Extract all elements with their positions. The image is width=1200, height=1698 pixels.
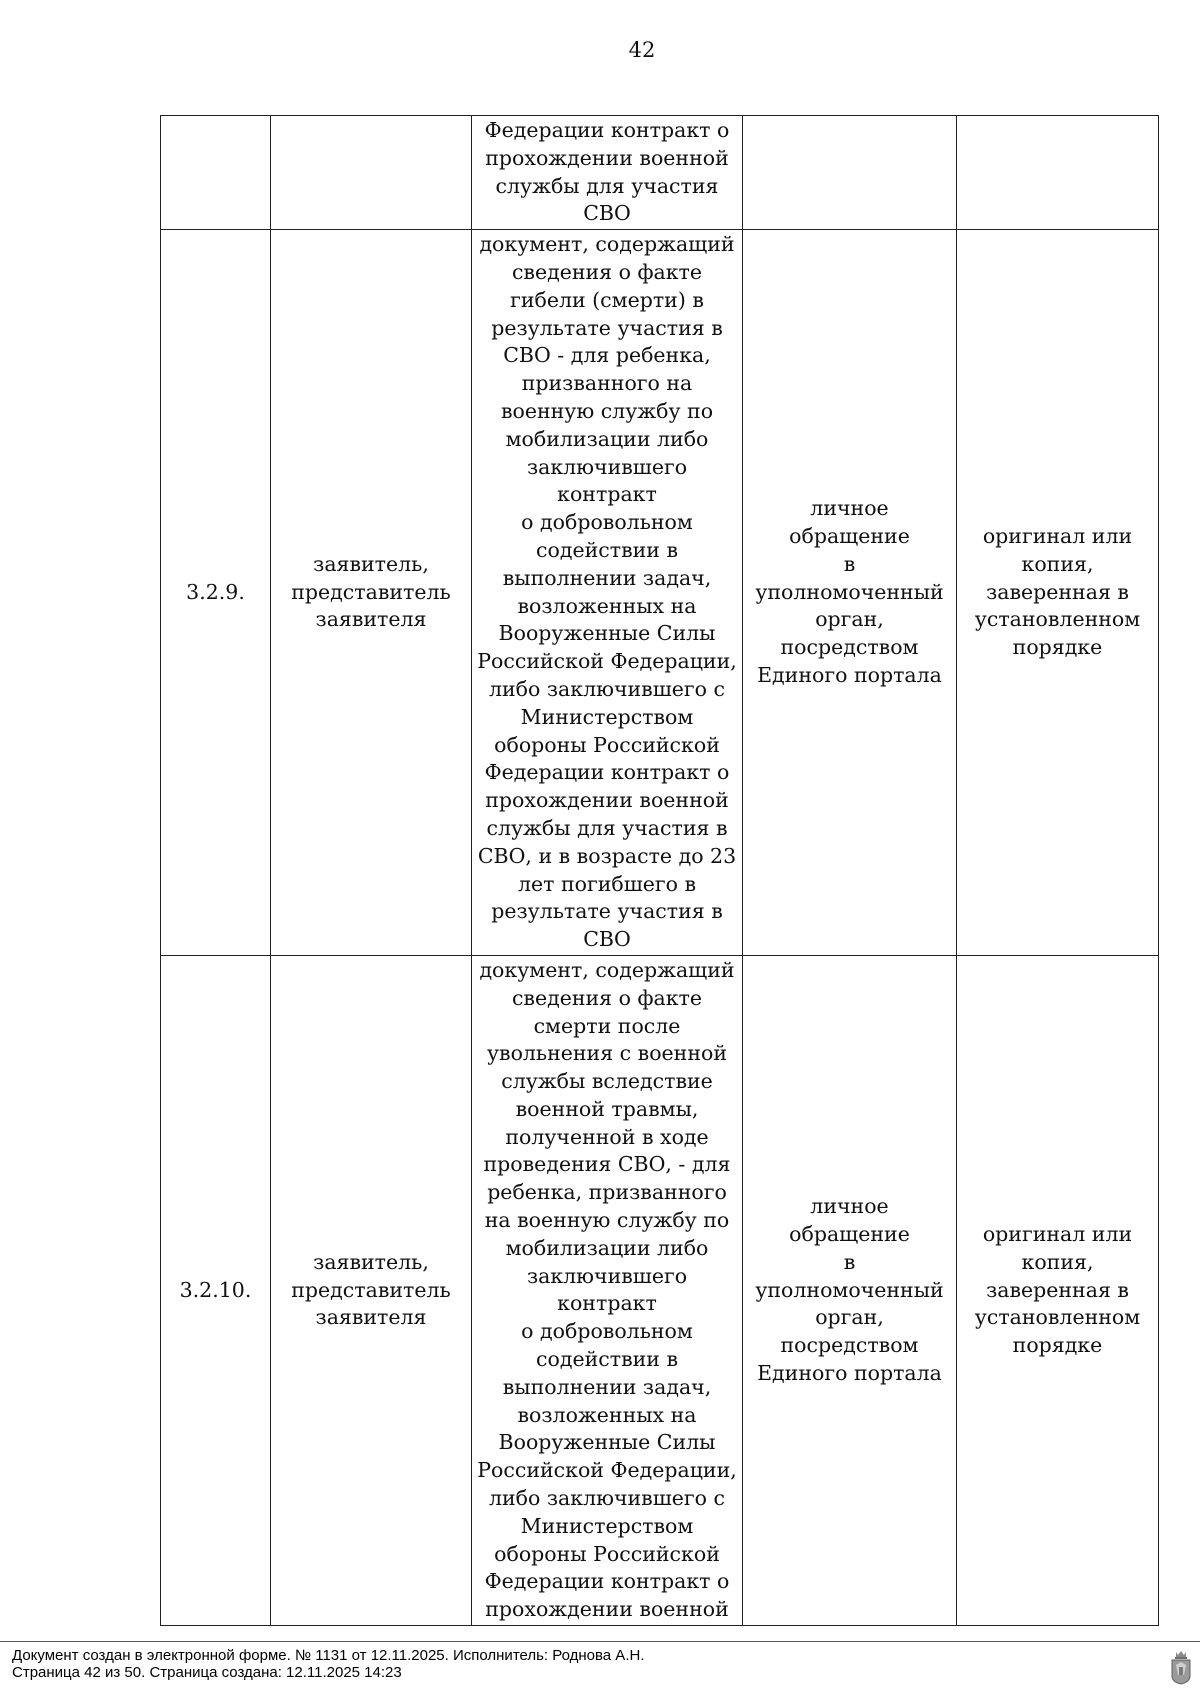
- page-number: 42: [628, 38, 656, 62]
- document-cell: Федерации контракт о прохождении военной службы для участия СВО: [472, 116, 743, 230]
- row-number-cell: 3.2.10.: [161, 955, 271, 1625]
- table-row: [161, 230, 1159, 956]
- submission-method-cell: личное обращение в уполномоченный орган, посредством Единого портала: [743, 230, 957, 956]
- documents-table: [160, 115, 1159, 1626]
- row-number-cell: 3.2.9.: [161, 230, 271, 956]
- footer-divider: [0, 1641, 1200, 1642]
- coat-of-arms-icon: [1170, 1649, 1192, 1685]
- applicant-cell: [271, 116, 472, 230]
- footer-line-document-info: Документ создан в электронной форме. № 1131 от 12.11.2025. Исполнитель: Роднова А.Н.: [12, 1647, 645, 1664]
- document-footer: [12, 1647, 644, 1681]
- document-form-cell: оригинал или копия, заверенная в установленном порядке: [957, 955, 1159, 1625]
- applicant-cell: заявитель, представитель заявителя: [271, 230, 472, 956]
- table-row: [161, 955, 1159, 1625]
- submission-method-cell: личное обращение в уполномоченный орган, посредством Единого портала: [743, 955, 957, 1625]
- document-cell: документ, содержащий сведения о факте гибели (смерти) в результате участия в СВО - для ребенка, призванного на военную службу по мобилизации либо заключившего контракт о добровольном содействии в выполнении задач, возложенных на Вооруженные Силы Российской Федерации, либо заключившего с Министерством обороны Российской Федерации контракт о прохождении военной службы для участия в СВО, и в возрасте до 23 лет погибшего в результате участия в СВО: [472, 230, 743, 956]
- footer-line-page-info: Страница 42 из 50. Страница создана: 12.11.2025 14:23: [12, 1664, 402, 1681]
- applicant-cell: заявитель, представитель заявителя: [271, 955, 472, 1625]
- row-number-cell: [161, 116, 271, 230]
- document-form-cell: [957, 116, 1159, 230]
- submission-method-cell: [743, 116, 957, 230]
- document-cell: документ, содержащий сведения о факте смерти после увольнения с военной службы вследствие военной травмы, полученной в ходе проведения СВО, - для ребенка, призванного на военную службу по мобилизации либо заключившего контракт о добровольном содействии в выполнении задач, возложенных на Вооруженные Силы Российской Федерации, либо заключившего с Министерством обороны Российской Федерации контракт о прохождении военной: [472, 955, 743, 1625]
- table-row: [161, 116, 1159, 230]
- document-form-cell: оригинал или копия, заверенная в установленном порядке: [957, 230, 1159, 956]
